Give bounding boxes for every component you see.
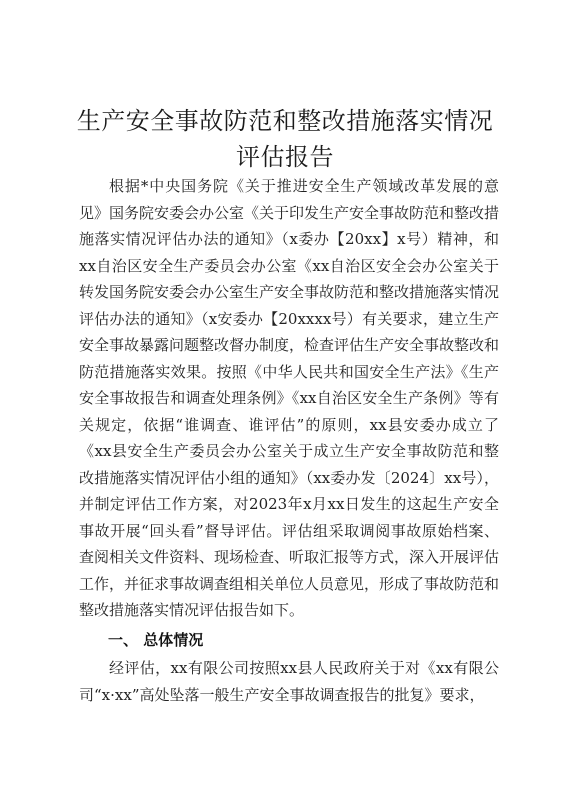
document-title: 生产安全事故防范和整改措施落实情况评估报告 (76, 107, 494, 171)
intro-paragraph: 根据*中央国务院《关于推进安全生产领域改革发展的意见》国务院安委会办公室《关于印发生产安全事故防范和整改措施落实情况评估办法的通知》（x委办【20xx】x号）精神，和xx自治区安全生产委员会办公室《xx自治区安全会办公室关于转发国务院安委会办公室生产安全事故防范和整改措施落实情况评估办法的通知》（x安委办【20xxxx号）有关要求，建立生产安全事故暴露问题整改督办制度，检查评估生产安全事故整改和防范措施落实效果。按照《中华人民共和国安全生产法》《生产安全事故报告和调查处理条例》《xx自治区安全生产条例》等有关规定，依据“谁调查、谁评估”的原则，xx县安委办成立了《xx县安全生产委员会办公室关于成立生产安全事故防范和整改措施落实情况评估小组的通知》（xx委办发〔2024〕xx号），并制定评估工作方案，对2023年x月xx日发生的这起生产安全事故开展“回头看”督导评估。评估组采取调阅事故原始档案、查阅相关文件资料、现场检查、听取汇报等方式，深入开展评估工作，并征求事故调查组相关单位人员意见，形成了事故防范和整改措施落实情况评估报告如下。 (79, 177, 500, 619)
overview-paragraph: 经评估，xx有限公司按照xx县人民政府关于对《xx有限公司“x·xx”高处坠落一般生产安全事故调查报告的批复》要求， (79, 659, 499, 704)
section-heading-overview: 一、 总体情况 (108, 631, 204, 649)
